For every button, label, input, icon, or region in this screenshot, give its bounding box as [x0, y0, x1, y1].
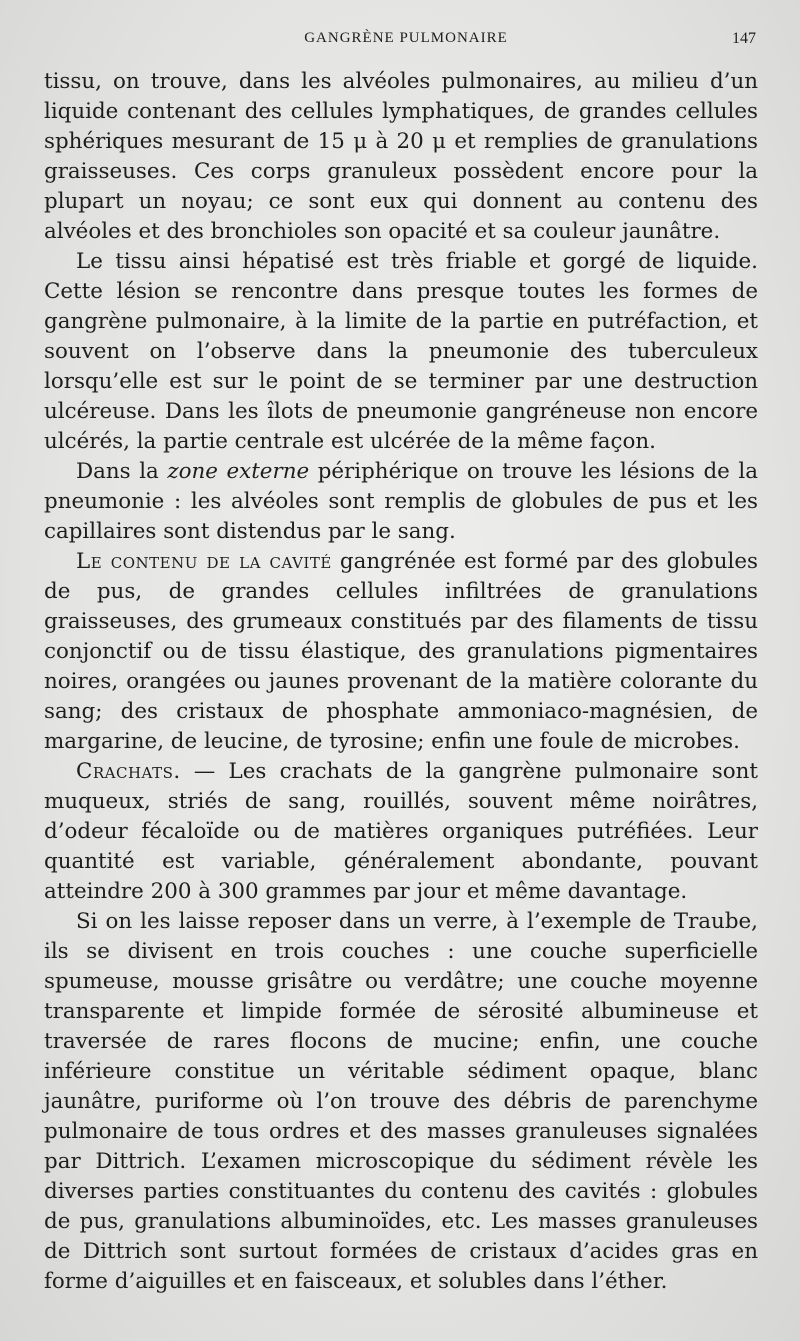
body-text: [44, 67, 758, 1297]
page-number: 147: [732, 30, 756, 47]
paragraph-2: Le tissu ainsi hépatisé est très friable et gorgé de liquide. Cette lésion se rencontre dans presque toutes les formes de gangrène pulmonaire, à la limite de la partie en putréfaction, et souvent on l’observe dans la pneumonie des tuberculeux lorsqu’elle est sur le point de se terminer par une destruction ulcéreuse. Dans les îlots de pneumonie gangréneuse non encore ulcérés, la partie centrale est ulcérée de la même façon.: [44, 249, 758, 454]
paragraph-4-rest: gangrénée est formé par des globules de pus, de grandes cellules infiltrées de granulations graisseuses, des grumeaux constitués par des filaments de tissu conjonctif ou de tissu élastique, des granulations pigmentaires noires, orangées ou jaunes provenant de la matière colorante du sang; des cristaux de phosphate ammoniaco-magnésien, de margarine, de leucine, de tyrosine; enfin une foule de microbes.: [44, 549, 758, 754]
paragraph-3-lead: Dans la: [76, 459, 168, 484]
contenu-heading: Le contenu de la cavité: [76, 549, 332, 574]
paragraph-1: tissu, on trouve, dans les alvéoles pulmonaires, au milieu d’un liquide contenant des cellules lymphatiques, de grandes cellules sphériques mesurant de 15 μ à 20 μ et remplies de granulations graisseuses. Ces corps granuleux possèdent encore pour la plupart un noyau; ce sont eux qui donnent au contenu des alvéoles et des bronchioles son opacité et sa couleur jaunâtre.: [44, 69, 758, 244]
paragraph-4: [44, 547, 758, 757]
zone-externe-emphasis: zone externe: [167, 459, 310, 484]
running-title: GANGRÈNE PULMONAIRE: [304, 30, 508, 46]
paragraph-5: [44, 757, 758, 907]
paragraph-3-rest: périphérique on trouve les lésions de la pneumonie : les alvéoles sont remplis de globules de pus et les capillaires sont distendus par le sang.: [44, 459, 758, 544]
page-header: [50, 30, 762, 56]
paragraph-5-rest: — Les crachats de la gangrène pulmonaire sont muqueux, striés de sang, rouillés, souvent même noirâtres, d’odeur fécaloïde ou de matières organiques putréfiées. Leur quantité est variable, généralement abondante, pouvant atteindre 200 à 300 grammes par jour et même davantage.: [44, 759, 758, 904]
crachats-heading: Crachats.: [76, 759, 181, 784]
paragraph-6: Si on les laisse reposer dans un verre, à l’exemple de Traube, ils se divisent en trois couches : une couche superficielle spumeuse, mousse grisâtre ou verdâtre; une couche moyenne transparente et limpide formée de sérosité albumineuse et traversée de rares flocons de mucine; enfin, une couche inférieure constitue un véritable sédiment opaque, blanc jaunâtre, puriforme où l’on trouve des débris de parenchyme pulmonaire de tous ordres et des masses granuleuses signalées par Dittrich. L’examen microscopique du sédiment révèle les diverses parties constituantes du contenu des cavités : globules de pus, granulations albuminoïdes, etc. Les masses granuleuses de Dittrich sont surtout formées de cristaux d’acides gras en forme d’aiguilles et en faisceaux, et solubles dans l’éther.: [44, 909, 758, 1294]
paragraph-3: [44, 457, 758, 547]
